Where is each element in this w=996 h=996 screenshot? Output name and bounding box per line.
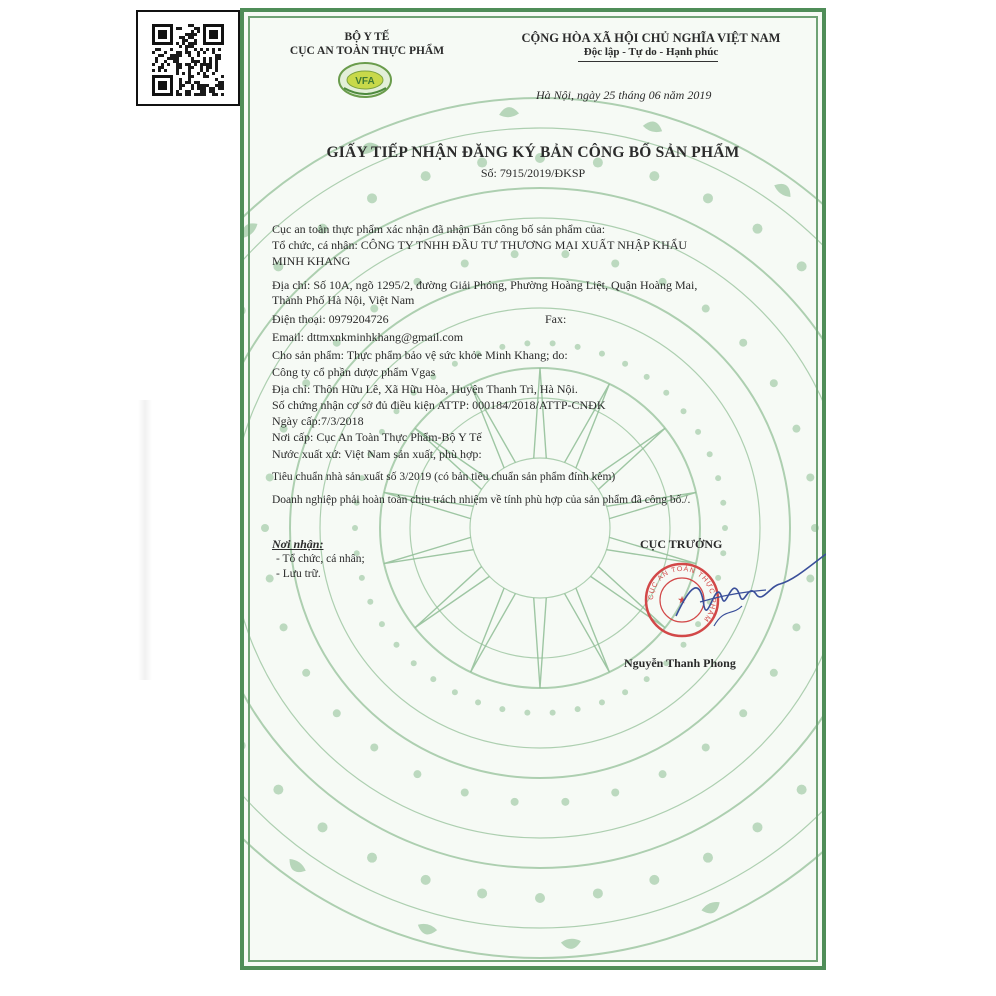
document-title: GIẤY TIẾP NHẬN ĐĂNG KÝ BẢN CÔNG BỐ SẢN PHẨM (326, 144, 740, 161)
document-number: Số: 7915/2019/ĐKSP (480, 166, 586, 180)
vfa-logo-text: VFA (355, 76, 375, 87)
vfa-logo (336, 60, 394, 100)
place-and-date: Hà Nội, ngày 25 tháng 06 năm 2019 (536, 88, 712, 102)
svg-text:★: ★ (677, 595, 687, 605)
origin-line: Nước xuất xứ: Việt Nam sản xuất, phù hợp: (272, 447, 482, 461)
recipient-item: - Tổ chức, cá nhân; (276, 553, 365, 565)
maker-address-line: Địa chỉ: Thôn Hữu Lê, Xã Hữu Hòa, Huyện Thanh Trì, Hà Nội. (272, 382, 578, 396)
signatory-name: Nguyễn Thanh Phong (624, 656, 736, 670)
recipients-title: Nơi nhận: (272, 537, 324, 551)
organization-line-2: MINH KHANG (272, 254, 351, 268)
responsibility-line: Doanh nghiệp phải hoàn toàn chịu trách nhiệm về tính phù hợp của sản phẩm đã công bố./. (272, 494, 691, 506)
organization-line-1: Tổ chức, cá nhân: CÔNG TY TNHH ĐẦU TƯ THƯƠNG MẠI XUẤT NHẬP KHẨU (272, 238, 688, 252)
national-motto: Độc lập - Tự do - Hạnh phúc (583, 46, 719, 58)
email-line: Email: dttmxnkminhkhang@gmail.com (272, 330, 464, 344)
fax-label: Fax: (545, 312, 567, 326)
stamp-text: CỤC AN TOÀN THỰC PHẨM (647, 565, 717, 624)
address-line-1: Địa chỉ: Số 10A, ngõ 1295/2, đường Giải Phóng, Phường Hoàng Liệt, Quận Hoàng Mai, (272, 278, 698, 292)
issuer-line: Nơi cấp: Cục An Toàn Thực Phẩm-Bộ Y Tế (272, 430, 482, 444)
standard-line: Tiêu chuẩn nhà sản xuất số 3/2019 (có bản tiêu chuẩn sản phẩm đính kèm) (272, 471, 616, 483)
certificate-document (240, 8, 826, 970)
scan-edge-shadow (138, 400, 152, 680)
qr-code (136, 10, 240, 106)
issue-date-line: Ngày cấp:7/3/2018 (272, 414, 364, 428)
certificate-line: Số chứng nhận cơ sở đủ điều kiện ATTP: 000184/2018/ATTP-CNĐK (272, 398, 606, 412)
intro-line: Cục an toàn thực phẩm xác nhận đã nhận Bản công bố sản phẩm của: (272, 222, 606, 236)
product-line-2: Công ty cổ phần dược phẩm Vgas (272, 365, 436, 379)
signatory-title: CỤC TRƯỞNG (640, 537, 723, 551)
product-line-1: Cho sản phẩm: Thực phẩm bảo vệ sức khỏe Minh Khang; do: (272, 348, 568, 362)
agency-name: CỤC AN TOÀN THỰC PHẨM (289, 45, 445, 57)
qr-code-pattern (152, 24, 224, 96)
phone-line: Điện thoại: 0979204726 (272, 312, 389, 326)
address-line-2: Thành Phố Hà Nội, Việt Nam (272, 293, 415, 307)
recipient-item: - Lưu trữ. (276, 568, 321, 580)
republic-name: CỘNG HÒA XÃ HỘI CHỦ NGHĨA VIỆT NAM (521, 31, 781, 45)
ministry-name: BỘ Y TẾ (344, 31, 390, 43)
motto-underline (578, 61, 718, 62)
director-signature (670, 546, 826, 636)
